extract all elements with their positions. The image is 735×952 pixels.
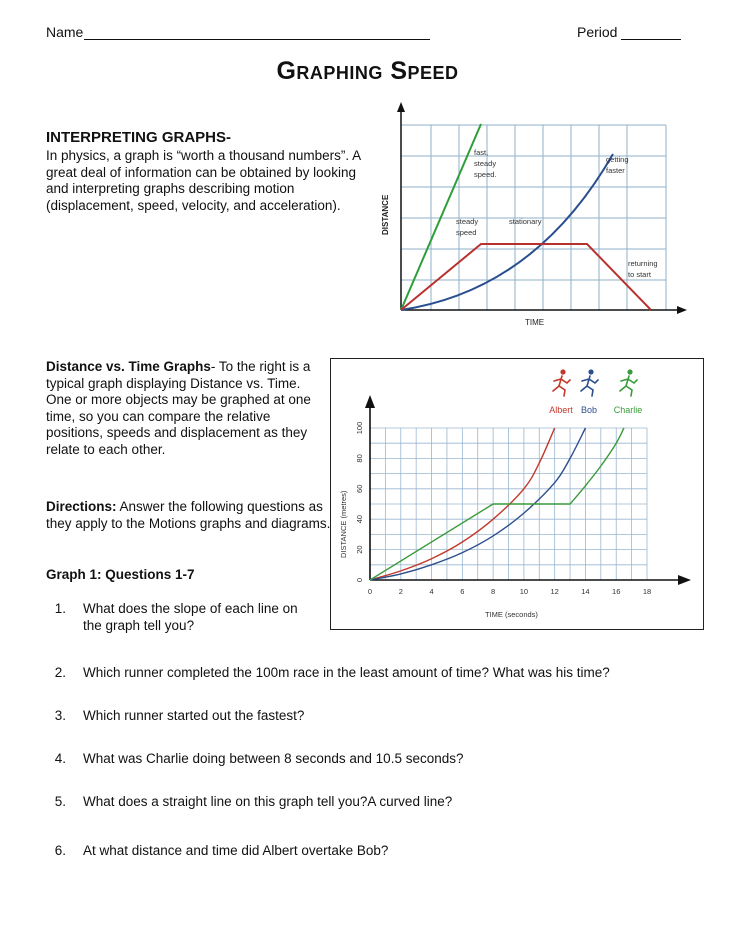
period-blank[interactable] <box>621 25 681 40</box>
x-tick-label: 14 <box>581 587 590 596</box>
diagram-xlabel: TIME <box>525 318 545 327</box>
directions-bold: Directions: <box>46 499 117 514</box>
name-field[interactable] <box>46 24 430 40</box>
question-number: 2. <box>54 665 66 680</box>
intro-paragraph: In physics, a graph is “worth a thousand numbers”. A great deal of information can be obtained by looking and interpreting graphs describing motion (displacement, speed, velocity, and acceleration). <box>46 148 361 213</box>
x-tick-label: 6 <box>460 587 465 596</box>
question-number: 1. <box>54 601 66 616</box>
y-tick-label: 40 <box>355 515 364 524</box>
legend-label-albert: Albert <box>549 405 573 415</box>
diagram-ylabel: DISTANCE <box>381 194 390 235</box>
question-number: 5. <box>54 794 66 809</box>
x-tick-label: 12 <box>550 587 559 596</box>
question-2 <box>46 665 686 683</box>
diagram-x-arrow <box>677 306 687 314</box>
label-steady-a: steady <box>474 159 497 168</box>
name-blank[interactable] <box>84 25 430 40</box>
label-stationary: stationary <box>509 217 542 226</box>
legend-label-charlie: Charlie <box>613 405 643 415</box>
period-label: Period <box>577 24 618 40</box>
label-speed-a: speed. <box>474 170 497 179</box>
label-getting: getting <box>606 155 629 164</box>
x-tick-label: 8 <box>491 587 496 596</box>
question-text: At what distance and time did Albert overtake Bob? <box>83 843 389 858</box>
period-field[interactable] <box>577 24 681 40</box>
question-number: 3. <box>54 708 66 723</box>
distance-time-bold: Distance vs. Time Graphs <box>46 359 211 374</box>
question-text: What was Charlie doing between 8 seconds and 10.5 seconds? <box>83 751 464 766</box>
question-6 <box>46 843 686 861</box>
directions-body: Answer the following questions as they apply to the Motions graphs and diagrams. <box>46 499 331 531</box>
chart-xlabel: TIME (seconds) <box>485 610 538 619</box>
y-tick-label: 80 <box>355 454 364 463</box>
diagram-blue-curve <box>401 154 613 310</box>
x-tick-label: 0 <box>367 587 373 596</box>
name-label: Name <box>46 24 84 40</box>
question-text: Which runner started out the fastest? <box>83 708 305 723</box>
x-tick-label: 18 <box>642 587 652 596</box>
y-tick-label: 0 <box>355 577 364 583</box>
x-tick-label: 16 <box>612 587 621 596</box>
page-title: Graphing Speed <box>276 57 459 85</box>
question-4 <box>46 751 686 769</box>
legend-label-bob: Bob <box>580 405 598 415</box>
label-steady-b: steady <box>456 217 479 226</box>
y-tick-label: 20 <box>355 545 364 554</box>
x-tick-label: 4 <box>429 587 434 596</box>
question-text: What does a straight line on this graph tell you?A curved line? <box>83 794 453 809</box>
x-tick-label: 10 <box>519 587 529 596</box>
distance-time-paragraph <box>46 359 326 458</box>
distance-time-body: - To the right is a typical graph displaying Distance vs. Time. One or more objects may be graphed at one time, so you can compare the relative positions, speeds and displacement as they relate to each other. <box>46 359 311 457</box>
intro-heading: INTERPRETING GRAPHS- <box>46 129 232 146</box>
label-returning: returning <box>628 259 658 268</box>
directions-paragraph <box>46 499 331 532</box>
question-text: What does the slope of each line on <box>83 601 298 616</box>
question-5 <box>46 794 686 812</box>
y-tick-label: 60 <box>355 484 364 493</box>
x-tick-label: 2 <box>398 587 403 596</box>
graph1-heading: Graph 1: Questions 1-7 <box>46 567 195 582</box>
chart-ylabel: DISTANCE (metres) <box>339 490 348 558</box>
label-speed-b: speed <box>456 228 477 237</box>
question-1 <box>46 601 346 637</box>
question-text-cont: the graph tell you? <box>83 617 195 633</box>
y-tick-label: 100 <box>355 421 364 435</box>
question-number: 6. <box>54 843 66 858</box>
label-faster: faster <box>606 166 625 175</box>
label-to-start: to start <box>628 270 651 279</box>
label-fast: fast, <box>474 148 489 157</box>
question-3 <box>46 708 686 726</box>
runners-chart <box>330 358 704 630</box>
motion-diagram <box>375 100 695 332</box>
question-number: 4. <box>54 751 66 766</box>
question-text: Which runner completed the 100m race in the least amount of time? What was his time? <box>83 665 610 680</box>
diagram-y-arrow <box>397 102 405 112</box>
diagram-red-line <box>401 244 651 310</box>
